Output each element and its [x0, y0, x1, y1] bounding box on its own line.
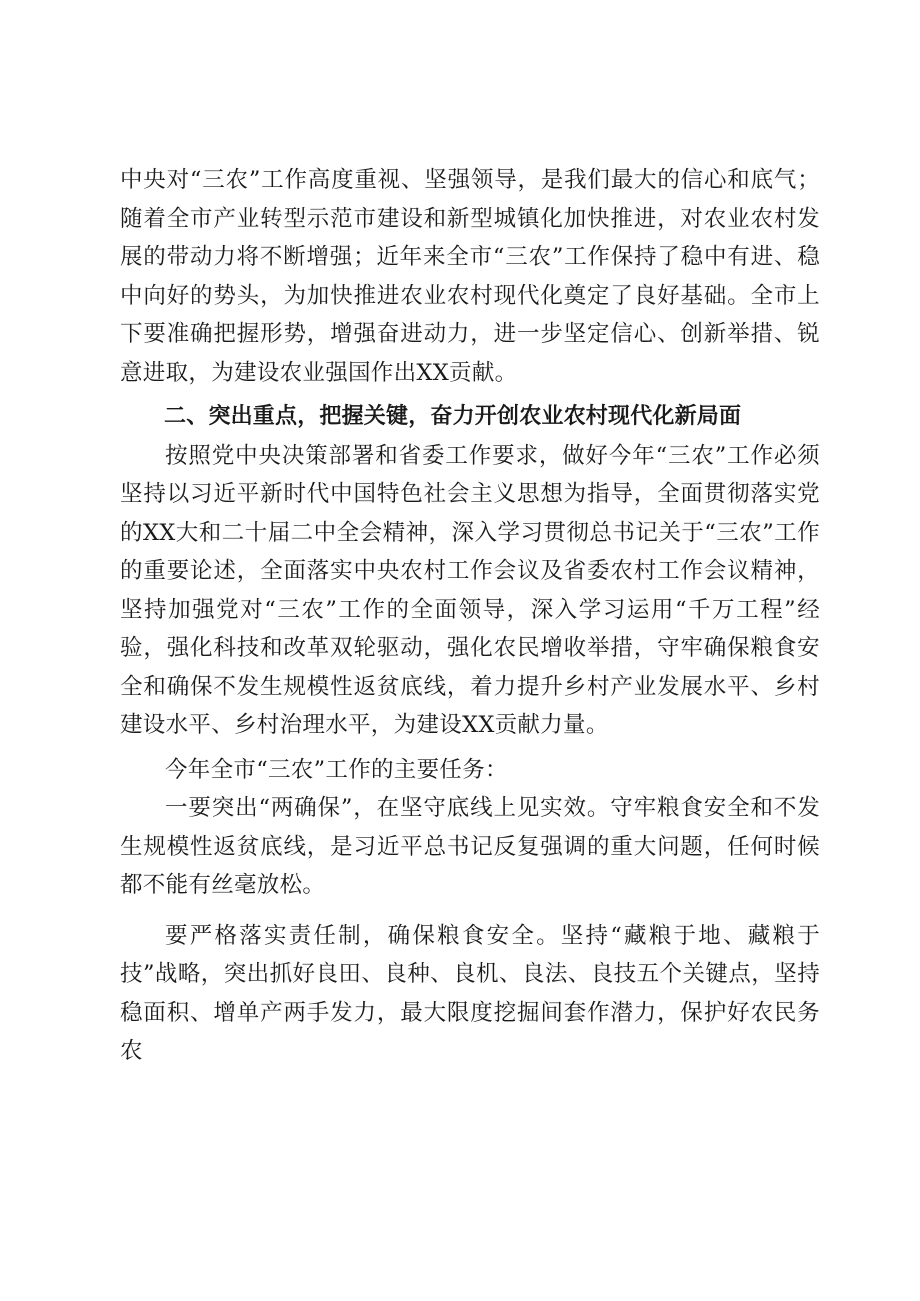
paragraph-food-security: 要严格落实责任制，确保粮食安全。坚持“藏粮于地、藏粮于技”战略，突出抓好良田、良种、良机、良法、良技五个关键点，坚持稳面积、增单产两手发力，最大限度挖掘间套作潜力，保护好农民务农 [120, 922, 820, 1064]
section-heading: 二、突出重点，把握关键，奋力开创农业农村现代化新局面 [164, 404, 742, 429]
paragraph-tasks-intro: 今年全市“三农”工作的主要任务： [165, 756, 508, 783]
paragraph-guidance: 按照党中央决策部署和省委工作要求，做好今年“三农”工作必须坚持以习近平新时代中国特色社会主义思想为指导，全面贯彻落实党的XX大和二十届二中全会精神，深入学习贯彻总书记关于“三农”工作的重要论述，全面落实中央农村工作会议及省委农村工作会议精神，坚持加强党对“三农”工作的全面领导，深入学习运用“千万工程”经验，强化科技和改革双轮驱动，强化农民增收举措，守牢确保粮食安全和确保不发生规模性返贫底线，着力提升乡村产业发展水平、乡村建设水平、乡村治理水平，为建设XX贡献力量。 [120, 442, 820, 738]
paragraph-task-one: 一要突出“两确保”，在坚守底线上见实效。守牢粮食安全和不发生规模性返贫底线，是习近平总书记反复强调的重大问题，任何时候都不能有丝毫放松。 [120, 795, 820, 898]
paragraph-continuation: 中央对“三农”工作高度重视、坚强领导，是我们最大的信心和底气；随着全市产业转型示范市建设和新型城镇化加快推进，对农业农村发展的带动力将不断增强；近年来全市“三农”工作保持了稳中有进、稳中向好的势头，为加快推进农业农村现代化奠定了良好基础。全市上下要准确把握形势，增强奋进动力，进一步坚定信心、创新举措、锐意进取，为建设农业强国作出XX贡献。 [120, 167, 820, 386]
document-page [120, 161, 820, 1071]
